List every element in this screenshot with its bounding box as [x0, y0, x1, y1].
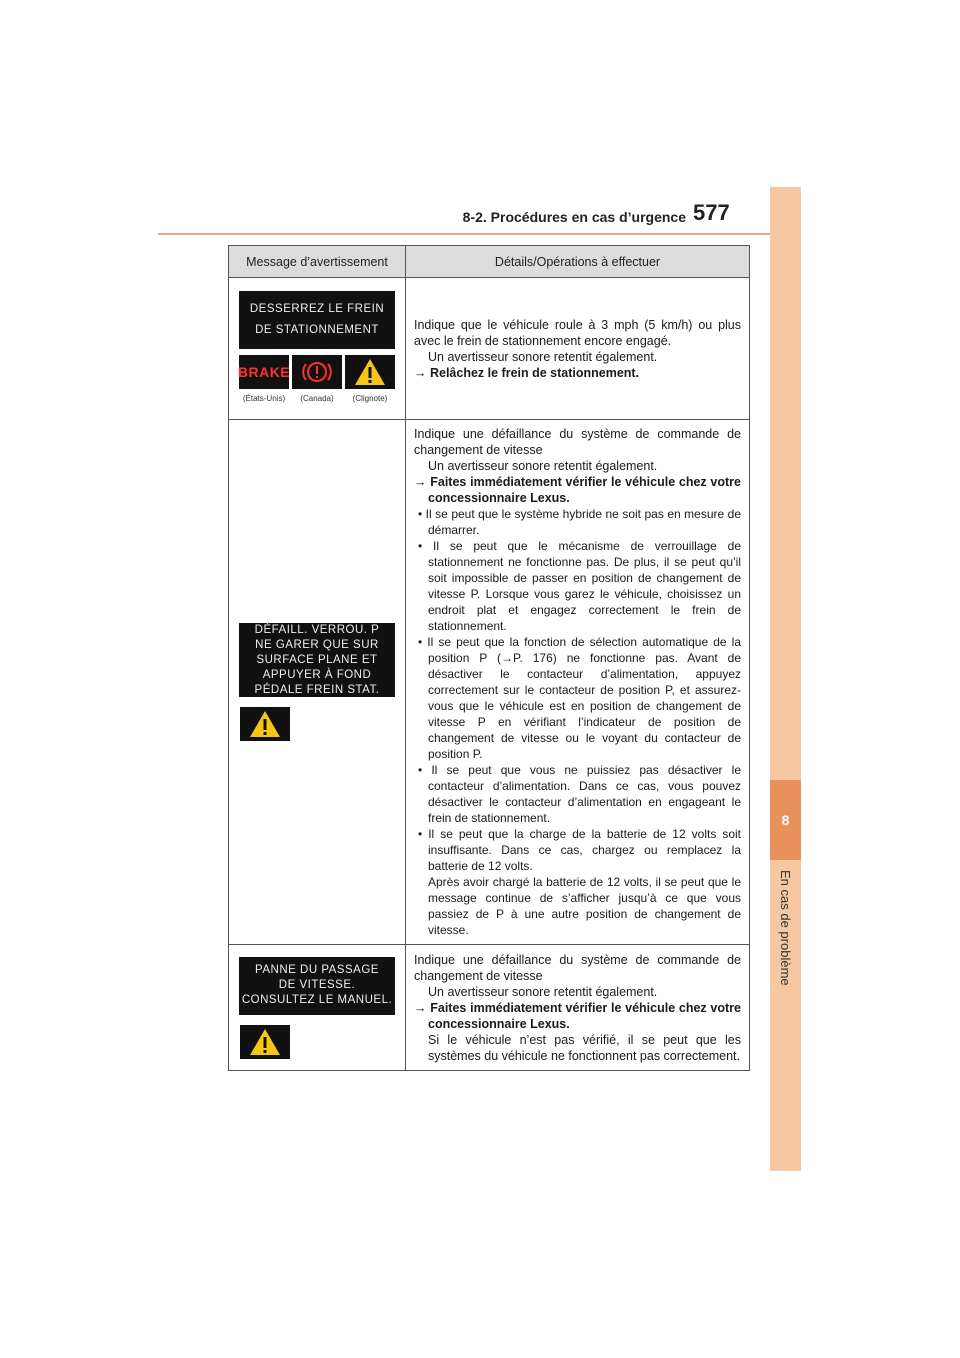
screen-line: DÉFAILL. VERROU. P [254, 623, 380, 636]
table-row [229, 945, 750, 1071]
warning-table [228, 245, 750, 1071]
caption-canada: (Canada) [300, 393, 334, 403]
section-title: 8-2. Procédures en cas d’urgence [462, 209, 686, 225]
detail-text: Indique une défaillance du système de commande de changement de vitesse [414, 952, 741, 983]
screen-line: DESSERREZ LE FREIN [249, 302, 385, 315]
screen-line: DE VITESSE. [278, 979, 356, 991]
detail-text: Un avertisseur sonore retentit également. [428, 349, 658, 364]
screen-line: NE GARER QUE SUR [255, 638, 379, 651]
caption-flash: (Clignote) [352, 393, 388, 403]
chapter-number: 8 [770, 780, 801, 860]
brake-text: BRAKE [237, 363, 291, 380]
message-cell [229, 420, 406, 945]
details-cell [406, 945, 750, 1071]
master-warning-icon [240, 1025, 290, 1059]
action-text: → Faites immédiatement vérifier le véhicule chez votre concessionnaire Lexus. [414, 475, 741, 505]
icon-captions [230, 391, 404, 407]
indicator-icons [230, 355, 404, 389]
detail-text: Indique que le véhicule roule à 3 mph (5 km/h) ou plus avec le frein de stationnement encore engagé. [414, 317, 741, 348]
bullet-item: • Il se peut que la charge de la batterie de 12 volts soit insuffisante. Dans ce cas, chargez ou remplacez la batterie de 12 volts. [418, 827, 741, 873]
display-screen [239, 957, 395, 1015]
action-text: → Faites immédiatement vérifier le véhicule chez votre concessionnaire Lexus. [414, 1000, 741, 1031]
display-screen [239, 291, 395, 349]
col-header-message: Message d’avertissement [229, 246, 406, 278]
col-header-details: Détails/Opérations à effectuer [406, 246, 750, 278]
screen-line: CONSULTEZ LE MANUEL. [241, 994, 393, 1006]
table-row [229, 278, 750, 420]
message-cell [229, 278, 406, 420]
master-warning-icon [240, 707, 290, 741]
table-header-row [229, 246, 750, 278]
detail-text: Si le véhicule n’est pas vérifié, il se peut que les systèmes du véhicule ne fonctionnent pas correctement. [428, 1032, 741, 1063]
screen-line: APPUYER À FOND [262, 668, 372, 681]
action-text: → Relâchez le frein de stationnement. [414, 365, 640, 380]
master-warning-icon [345, 355, 395, 389]
chapter-label: En cas de problème [778, 870, 793, 986]
message-cell [229, 945, 406, 1071]
details-cell [406, 420, 750, 945]
screen-line: DE STATIONNEMENT [255, 323, 379, 336]
bullet-item: • Il se peut que vous ne puissiez pas désactiver le contacteur d’alimentation. Dans ce cas, vous pouvez désactiver le contacteur d’alimentation en engageant le frein de stationnement. [418, 763, 741, 825]
detail-text: Un avertisseur sonore retentit également. [428, 984, 658, 999]
header-rule [158, 233, 770, 235]
detail-text: Un avertisseur sonore retentit également. [428, 459, 658, 473]
screen-line: PÉDALE FREIN STAT. [254, 683, 380, 696]
brake-warning-icon [292, 355, 342, 389]
table-row [229, 420, 750, 945]
bullet-continuation: Après avoir chargé la batterie de 12 volts, il se peut que le message continue de s’afficher jusqu’à ce que vous passiez de P à une autre position de changement de vitesse. [428, 875, 741, 937]
bullet-item: • Il se peut que la fonction de sélection automatique de la position P (→P. 176) ne fonctionne pas. Avant de désactiver le contacteur d’alimentation, appuyez correctement sur le contacteur de position P, et assurez-vous que le véhicule est en position de changement de vitesse P en vérifiant l’indicateur de position de changement de vitesse ou le voyant du contacteur de position P. [418, 635, 741, 761]
detail-text: Indique une défaillance du système de commande de changement de vitesse [414, 427, 741, 457]
display-screen [239, 623, 395, 697]
caption-usa: (États-Unis) [242, 393, 286, 403]
brake-indicator [239, 355, 289, 389]
page-number: 577 [693, 200, 730, 225]
bullet-item: • Il se peut que le mécanisme de verrouillage de stationnement ne fonctionne pas. De plus, il se peut qu’il soit impossible de passer en position de changement de vitesse P. Lorsque vous garez le véhicule, choisissez un endroit plat et engagez correctement le frein de stationnement. [418, 539, 741, 633]
bullet-item: • Il se peut que le système hybride ne soit pas en mesure de démarrer. [418, 507, 741, 537]
screen-line: PANNE DU PASSAGE [255, 964, 379, 976]
details-cell [406, 278, 750, 420]
screen-line: SURFACE PLANE ET [256, 653, 378, 666]
